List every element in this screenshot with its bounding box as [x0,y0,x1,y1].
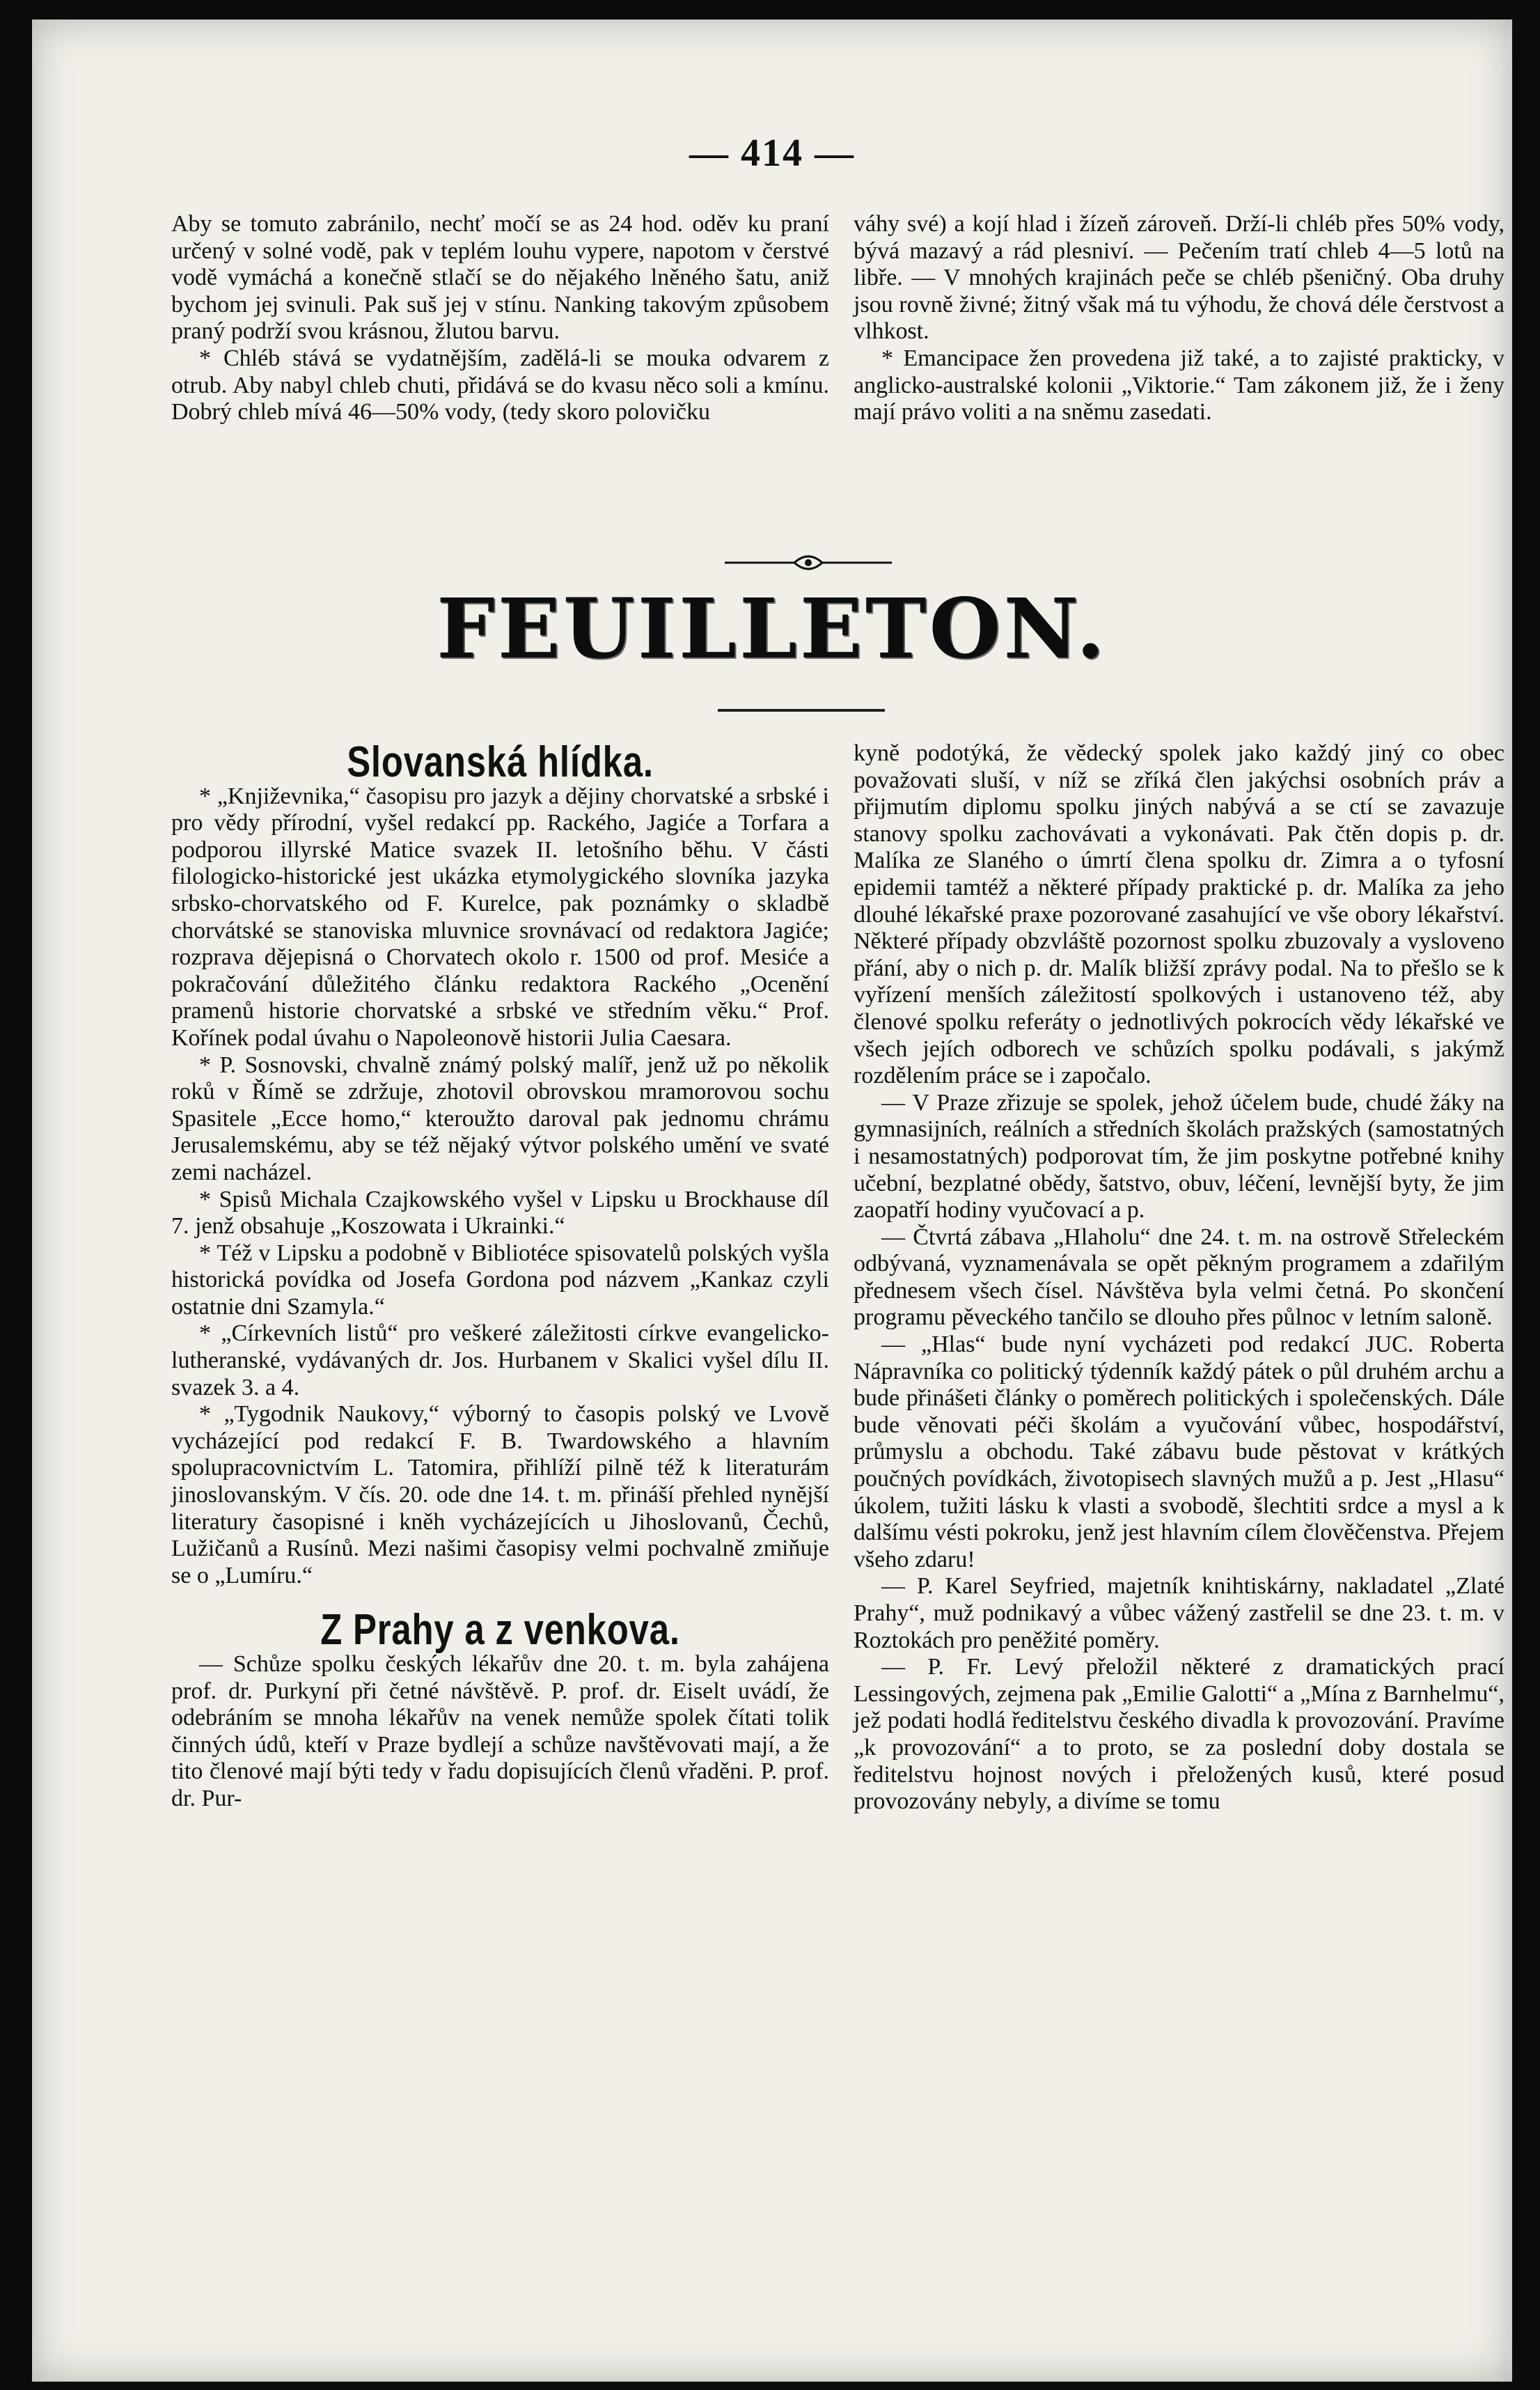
left-column-bottom [171,738,829,1813]
newspaper-page [32,19,1512,2382]
paragraph: — Schůze spolku českých lékařův dne 20. t. m. byla zahájena prof. dr. Purkyní při četné návštěvě. P. prof. dr. Eiselt uvádí, že odebráním se mnoha lékařův na venek nemůže spolek čítati tolik činných údů, kteří v Praze bydlejí a schůze navštěvovati mají, a že tito členové mají býti tedy v řadu dopisujících členů vřaděni. P. prof. dr. Pur- [171,1651,829,1811]
section-heading-slovanska-hlidka: Slovanská hlídka. [347,738,654,786]
left-column-top [171,211,829,426]
right-column-bottom [854,740,1504,1815]
paragraph: * P. Sosnovski, chvalně známý polský malíř, jenž už po několik roků v Římě se zdržuje, zhotovil obrovskou mramorovou sochu Spasitele „Ecce homo,“ kteroužto daroval pak jednomu chrámu Jerusalemskému, aby se též nějaký výtvor polského umění ve svaté zemi nacházel. [171,1052,829,1185]
paragraph: * Emancipace žen provedena již také, a to zajisté prakticky, v anglicko-australské kolonii „Viktorie.“ Tam zákonem již, že i ženy mají právo voliti a na sněmu zasedati. [854,345,1504,425]
paragraph: * Chléb stává se vydatnějším, zadělá-li se mouka odvarem z otrub. Aby nabyl chleb chuti, přidává se do kvasu něco soli a kmínu. Dobrý chleb mívá 46—50% vody, (tedy skoro polovičku [171,345,829,425]
page-number: — 414 — [689,132,855,175]
paragraph: kyně podotýká, že vědecký spolek jako každý jiný co obec považovati sluší, v níž se zříká člen jakýchsi osobních práv a přijmutím diplomu spolku jiných nabývá a se ctí se zavazuje stanovy spolku zachovávati a vykonávati. Pak čtěn dopis p. dr. Malíka ze Slaného o úmrtí člena spolku dr. Zimra a o tyfosní epidemii tamtéž a některé případy praktické p. dr. Malíka za jeho dlouhé lékařské praxe pozorované zasahující ve vše obory lékařství. Některé případy obzvláště pozornost spolku zbuzovaly a vysloveno přání, aby o nich p. dr. Malík bližší zprávy podal. Na to přešlo se k vyřízení menších záležitostí spolkových i ustanoveno též, aby členové spolku referáty o jednotlivých pokrocích vědy lékařské ve všech jejích odborech ve schůzích spolku podávali, s jakýmž rozdělením práce se i započalo. [854,740,1504,1089]
paragraph: — V Praze zřizuje se spolek, jehož účelem bude, chudé žáky na gymnasijních, reálních a středních školách pražských (samostatných i nesamostatných) podporovat tím, že jim poskytne potřebné knihy učební, bezplatné obědy, šatstvo, obuv, léčení, levnější byty, že jim zaopatří hodiny vyučovací a p. [854,1089,1504,1224]
paragraph: — P. Fr. Levý přeložil některé z dramatických prací Lessingových, zejmena pak „Emilie Galotti“ a „Mína z Barnhelmu“, jež podati hodlá ředitelstvu českého divadla k provozování. Pravíme „k provozování“ a to proto, se za poslední doby dostala se ředitelstvu hojnost nových i přeložených kusů, které posud provozovány nebyly, a divíme se tomu [854,1654,1504,1815]
paragraph: * „Književnika,“ časopisu pro jazyk a dějiny chorvatské a srbské i pro vědy přírodní, vyšel redakcí pp. Rackého, Jagiće a Torfara a podporou illyrské Matice svazek II. letošního běhu. V části filologicko-historické jest ukázka etymolygického slovníka jazyka srbsko-chorvatského od F. Kurelce, pak poznámky o skladbě chorvátské se stanoviska mluvnice srovnávací od redaktora Jagiće; rozprava dějepisná o Chorvatech okolo r. 1500 od prof. Mesiće a pokračování důležitého článku redaktora Rackého „Ocenění pramenů historie chorvatské a srbské ve středním věku.“ Prof. Kořínek podal úvahu o Napoleonově historii Julia Caesara. [171,783,829,1051]
paragraph: * „Tygodnik Naukovy,“ výborný to časopis polský ve Lvově vycházející pod redakcí F. B. Twardowského a hlavním spolupracovnictvím L. Tatomira, přihlíží pilně též k literaturám jinoslovanským. V čís. 20. ode dne 14. t. m. přináší přehled nynější literatury časopisné i kněh vycházejících u Jihoslovanů, Čechů, Lužičanů a Rusínů. Mezi našimi časopisy velmi pochvalně zmiňuje se o „Lumíru.“ [171,1401,829,1588]
paragraph: * „Církevních listů“ pro veškeré záležitosti církve evangelicko-lutheranské, vydávaných dr. Jos. Hurbanem v Skalici vyšel dílu II. svazek 3. a 4. [171,1320,829,1400]
feuilleton-heading: FEUILLETON. [437,580,1108,677]
paragraph: Aby se tomuto zabránilo, nechť močí se as 24 hod. oděv ku praní určený v solné vodě, pak v teplém louhu vypere, napotom v čerstvé vodě vymáchá a konečně stlačí se do nějakého lněného šatu, aniž bychom jej svinuli. Pak suš jej v stínu. Nanking takovým způsobem praný podrží svou krásnou, žlutou barvu. [171,211,829,345]
heading-rule [718,709,885,712]
paragraph: — Čtvrtá zábava „Hlaholu“ dne 24. t. m. na ostrově Střeleckém odbývaná, vyznamenávala se opět pěkným programem a zdařilým přednesem všech čísel. Návštěva byla velmi četná. Po skončení programu pěveckého tančilo se dlouho přes půlnoc v letním saloně. [854,1224,1504,1331]
paragraph: váhy své) a kojí hlad i žízeň zároveň. Drží-li chléb přes 50% vody, bývá mazavý a rád plesniví. — Pečením tratí chleb 4—5 lotů na libře. — V mnohých krajinách peče se chléb pšeničný. Oba druhy jsou rovně živné; žitný však má tu výhodu, že chová déle čerstvost a vlhkost. [854,211,1504,345]
right-column-top [854,211,1504,426]
section-heading-z-prahy: Z Prahy a z venkova. [320,1606,680,1655]
paragraph: — „Hlas“ bude nyní vycházeti pod redakcí JUC. Roberta Nápravníka co politický týdenník každý pátek o půl druhém archu a bude přinášeti články o poměrech politických i společenských. Dále bude věnovati péči školám a vyučování vůbec, hospodářství, průmyslu a obchodu. Také zábavu bude pěstovat v krátkých poučných povídkách, životopisech slavných mužů a p. Jest „Hlasu“ úkolem, tužiti lásku k vlasti a svobodě, šlechtiti srdce a mysl a k dalšímu vésti pokroku, jenž jest hlavním cílem člověčenstva. Přejem všeho zdaru! [854,1331,1504,1572]
ornament-divider [721,549,895,577]
paragraph: * Spisů Michala Czajkowského vyšel v Lipsku u Brockhause díl 7. jenž obsahuje „Koszowata i Ukrainki.“ [171,1186,829,1240]
paragraph: — P. Karel Seyfried, majetník knihtiskárny, nakladatel „Zlaté Prahy“, muž podnikavý a vůbec vážený zastřelil se dne 23. t. m. v Roztokách pro peněžité poměry. [854,1573,1504,1653]
paragraph: * Též v Lipsku a podobně v Bibliotéce spisovatelů polských vyšla historická povídka od Josefa Gordona pod názvem „Kankaz czyli ostatnie dni Szamyla.“ [171,1240,829,1320]
